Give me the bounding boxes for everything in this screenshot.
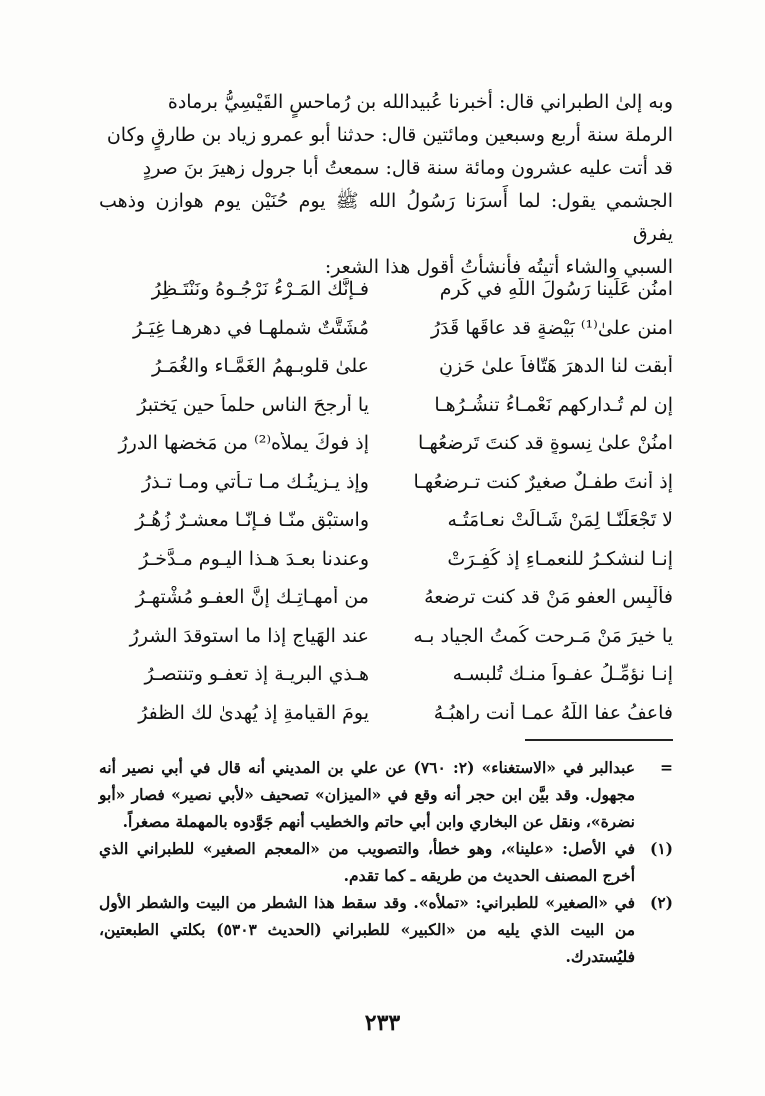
verse-second-hemistich: هـذي البريـة إذ تعفـو وتنتصـرُ [144,663,369,686]
verse-second-hemistich: واستبْقِ منّـا فـإنّـا معشـرٌ زُهُـرُ [135,509,369,532]
verse [99,424,673,463]
verse-first-hemistich: إنـا نؤمِّـلُ عفـواً منـك تُلبسـه [452,663,673,686]
verse-first-hemistich: أبقت لنا الدهرَ هَتّافاً علىٰ حَزنٍ [439,355,673,378]
verse-first-hemistich: يا خيرَ مَنْ مَـرحت كُمتُ الجياد بـه [413,624,673,647]
verse [99,270,673,309]
verse [99,347,673,386]
verse-first-hemistich: امنُن عَلَينا رَسُولَ اللّهِ في كَرمٍ [439,278,673,301]
verse [99,540,673,579]
footnote-1 [99,835,673,889]
verse [99,309,673,348]
verse [99,655,673,694]
verse-second-hemistich: يومَ القيامةِ إذ يُهدىٰ لك الظفرُ [138,701,369,724]
verse-second-hemistich: وإذ يـزينُـك مـا تـأتي ومـا تـذرُ [141,470,369,493]
verse-first-hemistich: امنن علىٰ⁽¹⁾ بَيْضةٍ قد عاقَها قَدَرُ [430,316,673,339]
narration-line: قد أتت عليه عشرون ومائة سنة قال: سمعتُ أبا جرول زهيرَ بنَ صردٍ [142,157,673,179]
verse-second-hemistich: علىٰ قلوبـهمُ الغَمَّـاء والغُمَـرُ [152,355,369,378]
verse [99,578,673,617]
verse-second-hemistich: يا أرجحَ الناسِ حلماً حين يَختبرُ [137,393,369,416]
verse [99,617,673,656]
footnote-marker: (٢) [649,893,673,912]
footnote-marker: = [660,758,673,777]
footnotes [99,754,673,970]
verse-second-hemistich: وعندنا بعـدَ هـذا اليـوم مـدَّخـرُ [139,547,369,570]
verse [99,386,673,425]
footnote-2 [99,889,673,970]
footnote-text: في الأصل: «علينا»، وهو خطأ، والتصويب من «المعجم الصغير» للطبراني الذي أخرج المصنف الحديث من طريقه ـ كما تقدم. [99,839,635,885]
footnote-divider [525,739,673,741]
verse-second-hemistich: مُشَتَّتٌ شملهـا في دهرهـا غِيَـرُ [133,316,369,339]
verse [99,501,673,540]
narration-line: الرملة سنة أربع وسبعين ومائتين قال: حدثنا أبو عمرو زياد بن طارقٍ وكان [106,124,673,146]
verse-second-hemistich: فـإنَّك المَـرْءُ نَرْجُـوهُ ونَنْتَـظِرُ [151,278,369,301]
footnote-marker: (١) [649,839,673,858]
narration-paragraph [99,86,673,284]
verse-first-hemistich: إذ أنتَ طفـلٌ صغيرٌ كنت تـرضعُهـا [413,470,673,493]
verse-first-hemistich: إنـا لنشكـرُ للنعمـاءِ إذ كُفِـرَتْ [447,547,673,570]
verse-first-hemistich: فاعفُ عفا اللّهُ عمـا أنت راهبُـهُ [433,701,673,724]
footnote-text: في «الصغير» للطبراني: «تملأه». وقد سقط هذا الشطر من البيت والشطر الأول من البيت الذي يليه من «الكبير» للطبراني (الحديث ٥٣٠٣) بكلتي الطبعتين، فليُستدرك. [99,893,635,966]
verse-first-hemistich: فألْبِس العفو مَنْ قد كنت ترضعهُ [424,586,673,609]
poem [99,270,673,732]
page-number: ٢٣٣ [364,1010,401,1036]
verse-second-hemistich: من أمهـاتِـك إنَّ العفـو مُشْتهـرُ [135,586,369,609]
verse [99,463,673,502]
narration-line: الجشمي يقول: لما أَسرَنا رَسُولُ الله ﷺ يوم حُنَيْن يوم هوازن وذهب يفرق [99,190,673,245]
verse-second-hemistich: إذ فوكَ يملأه⁽²⁾ من مَخضها الدررُ [118,432,369,455]
footnote-text: عبدالبر في «الاستغناء» (٢: ٧٦٠) عن علي بن المديني أنه قال في أبي نصير أنه مجهول. وقد بيَّن ابن حجر أنه وقع في «الميزان» تصحيف «لأبي نصير» فصار «أبو نضرة»، ونقل عن البخاري وابن أبي حاتم والخطيب أنهم جَوَّدوه بالمهملة مصغراً. [99,758,636,831]
narration-line: السبي والشاء أتيتُه فأنشأتُ أقول هذا الشعر: [324,256,673,278]
verse-first-hemistich: لا تَجْعَلَنّـا لِمَنْ شَـالَتْ نعـامَتُـه [447,509,673,532]
verse [99,694,673,733]
verse-first-hemistich: إن لم تُـداركهم نَعْمـاءُ تنشُـرُهـا [434,393,673,416]
verse-first-hemistich: امنُنْ علىٰ نِسوةٍ قد كنتَ تَرضعُهـا [418,432,673,455]
verse-second-hemistich: عند الهَياجِ إذا ما استوقدَ الشررُ [129,624,369,647]
footnote-continued [99,754,673,835]
narration-line: وبه إلىٰ الطبراني قال: أخبرنا عُبيدالله بن رُماحسٍ القَيْسِيُّ برمادة [167,91,673,113]
